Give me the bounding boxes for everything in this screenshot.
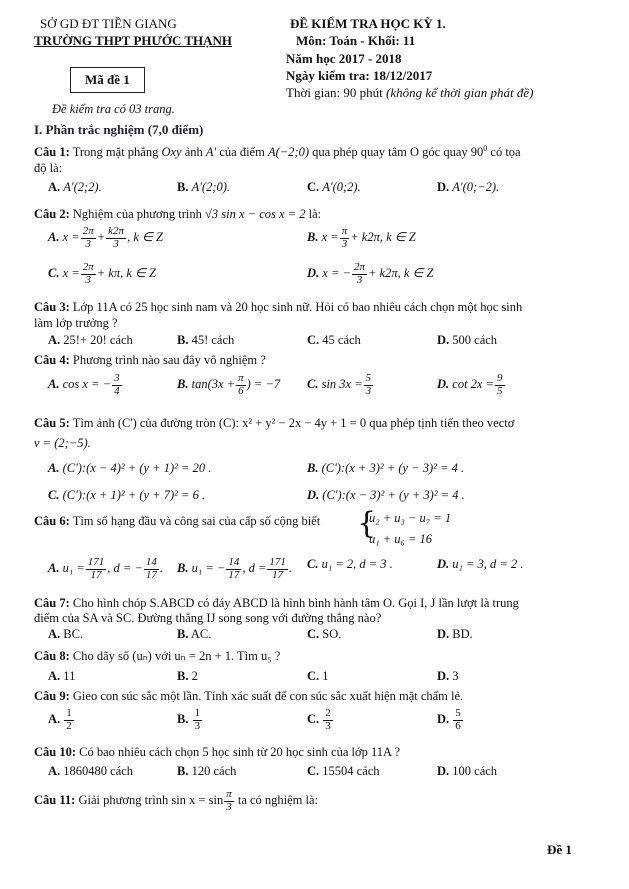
exam-date: Ngày kiểm tra: 18/12/2017	[286, 68, 433, 83]
question-2: Câu 2: Nghiệm của phương trình √3 sin x − cos x = 2 là:	[34, 207, 322, 221]
question-7-cont: điểm của SA và SC. Đường thẳng IJ song song với đường thẳng nào?	[34, 611, 382, 625]
page-footer-code: Đề 1	[547, 842, 572, 857]
school-year: Năm học 2017 - 2018	[286, 51, 402, 66]
department-name: SỞ GD ĐT TIỀN GIANG	[40, 16, 177, 31]
subject-line: Môn: Toán - Khối: 11	[296, 33, 416, 48]
question-1: Câu 1: Trong mặt phẳng Oxy ảnh A' của điểm A(−2;0) qua phép quay tâm O góc quay $90^0$ có tọa	[34, 144, 521, 160]
pages-note: Đề kiểm tra có 03 trang.	[52, 102, 175, 116]
question-5-cont: v = (2;−5).	[34, 436, 91, 450]
question-8: Câu 8: Cho dãy số (uₙ) với uₙ = 2n + 1. Tìm u₅ ?	[34, 649, 281, 663]
school-name: TRƯỜNG THPT PHƯỚC THẠNH	[34, 33, 233, 48]
question-10: Câu 10: Có bao nhiêu cách chọn 5 học sinh từ 20 học sinh của lớp 11A ?	[34, 745, 400, 759]
question-6: Câu 6: Tìm số hạng đầu và công sai của cấp số cộng biết	[34, 514, 321, 528]
question-7: Câu 7: Cho hình chóp S.ABCD có đáy ABCD là hình bình hành tâm O. Gọi I, J lần lượt là trung	[34, 596, 519, 610]
exam-time: Thời gian: 90 phút (không kể thời gian phát đề)	[286, 85, 534, 100]
section-title: I. Phần trắc nghiệm (7,0 điểm)	[34, 122, 204, 137]
question-5: Câu 5: Tìm ảnh (C') của đường tròn (C): x² + y² − 2x − 4y + 1 = 0 qua phép tịnh tiến theo vectơ	[34, 416, 515, 430]
question-3-cont: làm lớp trưởng ?	[34, 316, 118, 330]
question-3: Câu 3: Lớp 11A có 25 học sinh nam và 20 học sinh nữ. Hỏi có bao nhiêu cách chọn một học sinh	[34, 300, 523, 314]
question-11: Câu 11: Giải phương trình sin x = sin $\frac{\pi}{3}$ ta có nghiệm là:	[34, 788, 319, 813]
question-1-cont: độ là:	[34, 161, 63, 175]
question-4: Câu 4: Phương trình nào sau đây vô nghiệm ?	[34, 353, 266, 367]
exam-title: ĐỀ KIỂM TRA HỌC KỲ 1.	[290, 16, 446, 31]
exam-code-box: Mã đề 1	[70, 67, 145, 93]
question-9: Câu 9: Gieo con súc sắc một lần. Tính xác suất để con súc sắc xuất hiện mặt chấm lẻ.	[34, 689, 464, 703]
